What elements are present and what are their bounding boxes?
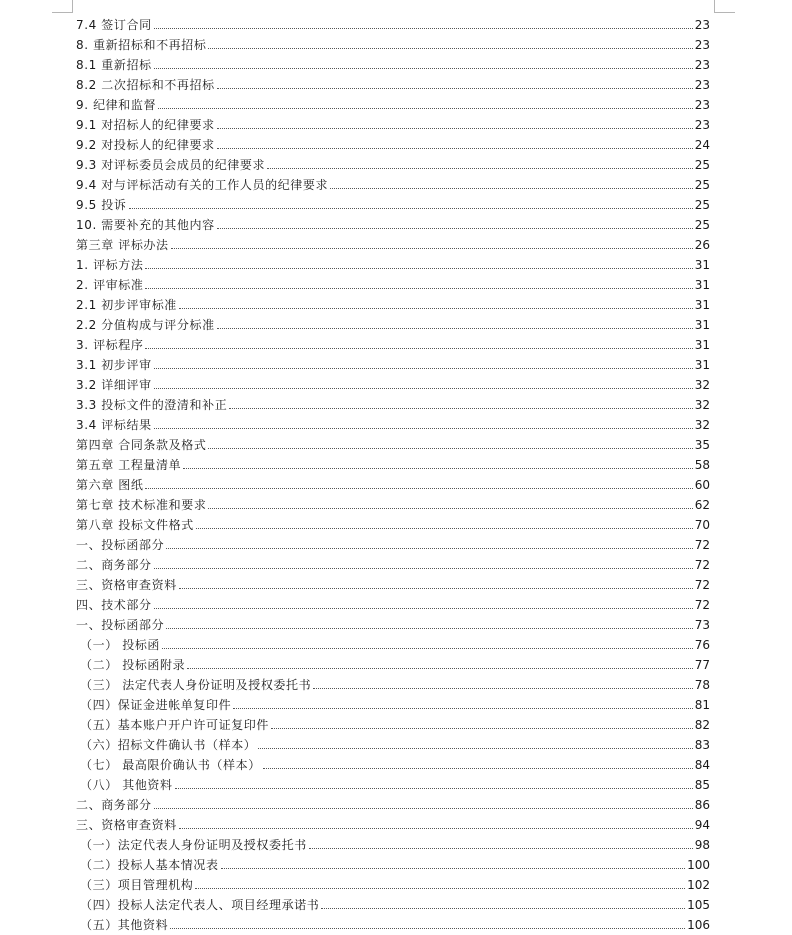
toc-dot-leader [145,488,692,489]
toc-entry-page-number: 84 [694,758,710,772]
toc-entry[interactable] [76,913,710,933]
toc-dot-leader [179,308,693,309]
toc-entry-page-number: 31 [694,258,710,272]
toc-entry-title: （一）法定代表人身份证明及授权委托书 [80,838,307,852]
toc-entry-page-number: 105 [687,898,710,912]
toc-entry-page-number: 72 [694,578,710,592]
toc-entry-page-number: 31 [694,338,710,352]
toc-entry-title: 9.3 对评标委员会成员的纪律要求 [76,158,266,172]
toc-entry-page-number: 35 [694,438,710,452]
toc-entry[interactable] [76,273,710,293]
toc-entry-page-number: 25 [694,218,710,232]
toc-entry[interactable] [76,553,710,573]
toc-entry-title: 3.4 评标结果 [76,418,152,432]
toc-entry[interactable] [76,573,710,593]
toc-entry[interactable] [76,793,710,813]
toc-dot-leader [217,128,693,129]
toc-dot-leader [271,728,693,729]
toc-dot-leader [154,68,693,69]
toc-entry[interactable] [76,73,710,93]
toc-dot-leader [162,648,693,649]
toc-entry-title: （二）投标人基本情况表 [80,858,219,872]
toc-entry[interactable] [76,213,710,233]
toc-dot-leader [208,48,692,49]
toc-entry[interactable] [76,133,710,153]
toc-dot-leader [330,188,693,189]
toc-dot-leader [208,448,692,449]
toc-entry-page-number: 94 [694,818,710,832]
toc-dot-leader [267,168,693,169]
toc-entry-title: 2.2 分值构成与评分标准 [76,318,215,332]
toc-entry[interactable] [76,873,710,893]
toc-dot-leader [170,928,685,929]
toc-entry[interactable] [76,853,710,873]
toc-entry[interactable] [76,233,710,253]
toc-dot-leader [145,268,692,269]
toc-entry-page-number: 23 [694,78,710,92]
toc-entry-title: 3.1 初步评审 [76,358,152,372]
toc-entry-title: 第六章 图纸 [76,478,144,492]
toc-entry-title: （四）投标人法定代表人、项目经理承诺书 [80,898,320,912]
toc-entry-title: 三、资格审查资料 [76,578,177,592]
toc-entry-page-number: 23 [694,98,710,112]
toc-dot-leader [195,888,685,889]
toc-entry-page-number: 98 [694,838,710,852]
toc-entry-title: 第七章 技术标准和要求 [76,498,207,512]
toc-entry-title: 四、技术部分 [76,598,152,612]
toc-entry[interactable] [76,893,710,913]
toc-entry-page-number: 31 [694,278,710,292]
toc-entry-page-number: 72 [694,538,710,552]
toc-entry-page-number: 58 [694,458,710,472]
toc-dot-leader [321,908,685,909]
toc-entry-page-number: 25 [694,178,710,192]
toc-entry[interactable] [76,433,710,453]
toc-entry-page-number: 24 [694,138,710,152]
toc-entry[interactable] [76,193,710,213]
toc-entry-page-number: 23 [694,18,710,32]
toc-entry-title: 3. 评标程序 [76,338,144,352]
toc-dot-leader [313,688,693,689]
toc-entry[interactable] [76,753,710,773]
toc-dot-leader [217,328,693,329]
toc-dot-leader [229,408,692,409]
toc-dot-leader [196,528,693,529]
toc-entry-title: （三）项目管理机构 [80,878,194,892]
toc-entry-page-number: 83 [694,738,710,752]
toc-dot-leader [154,28,693,29]
toc-dot-leader [145,348,692,349]
toc-entry-title: 一、投标函部分 [76,618,165,632]
toc-entry-page-number: 78 [694,678,710,692]
toc-entry-page-number: 25 [694,198,710,212]
toc-entry[interactable] [76,253,710,273]
toc-dot-leader [166,628,693,629]
toc-entry[interactable] [76,773,710,793]
toc-entry[interactable] [76,353,710,373]
toc-entry-title: （四）保证金进帐单复印件 [80,698,232,712]
toc-entry[interactable] [76,113,710,133]
page-corner-mark-right [714,0,735,13]
toc-entry[interactable] [76,53,710,73]
toc-entry[interactable] [76,93,710,113]
toc-entry[interactable] [76,413,710,433]
toc-dot-leader [154,368,693,369]
toc-entry-title: 8.1 重新招标 [76,58,152,72]
toc-entry-title: （五）其他资料 [80,918,169,932]
toc-entry[interactable] [76,13,710,33]
toc-entry-title: 9.1 对招标人的纪律要求 [76,118,215,132]
toc-entry-title: （一） 投标函 [80,638,161,652]
toc-entry[interactable] [76,733,710,753]
toc-entry-page-number: 31 [694,318,710,332]
toc-dot-leader [171,248,693,249]
toc-entry-title: 2. 评审标准 [76,278,144,292]
toc-entry-page-number: 81 [694,698,710,712]
toc-entry-page-number: 73 [694,618,710,632]
toc-dot-leader [154,568,693,569]
toc-entry[interactable] [76,633,710,653]
toc-entry[interactable] [76,373,710,393]
toc-entry-title: （五）基本账户开户许可证复印件 [80,718,270,732]
toc-dot-leader [263,768,693,769]
toc-entry-title: 第八章 投标文件格式 [76,518,194,532]
toc-entry[interactable] [76,393,710,413]
toc-entry[interactable] [76,313,710,333]
toc-dot-leader [179,828,693,829]
toc-dot-leader [145,288,692,289]
toc-dot-leader [217,88,693,89]
toc-dot-leader [166,548,693,549]
toc-entry[interactable] [76,513,710,533]
toc-entry-page-number: 25 [694,158,710,172]
toc-entry-title: 2.1 初步评审标准 [76,298,177,312]
toc-entry-title: 8.2 二次招标和不再招标 [76,78,215,92]
toc-entry[interactable] [76,833,710,853]
toc-entry[interactable] [76,653,710,673]
toc-entry[interactable] [76,813,710,833]
toc-entry-title: 9.4 对与评标活动有关的工作人员的纪律要求 [76,178,329,192]
toc-entry[interactable] [76,533,710,553]
toc-entry[interactable] [76,333,710,353]
toc-dot-leader [208,508,692,509]
toc-entry[interactable] [76,673,710,693]
toc-entry-page-number: 82 [694,718,710,732]
table-of-contents [76,13,710,933]
toc-entry-page-number: 77 [694,658,710,672]
toc-entry[interactable] [76,493,710,513]
toc-entry-title: 第三章 评标办法 [76,238,169,252]
toc-entry[interactable] [76,613,710,633]
toc-entry-page-number: 70 [694,518,710,532]
toc-entry-title: 1. 评标方法 [76,258,144,272]
toc-dot-leader [154,428,693,429]
toc-entry[interactable] [76,693,710,713]
toc-entry-page-number: 60 [694,478,710,492]
toc-entry[interactable] [76,33,710,53]
toc-entry-page-number: 62 [694,498,710,512]
toc-dot-leader [233,708,693,709]
toc-entry-page-number: 23 [694,118,710,132]
toc-entry-title: 第五章 工程量清单 [76,458,182,472]
toc-entry-title: 8. 重新招标和不再招标 [76,38,207,52]
toc-entry-page-number: 85 [694,778,710,792]
toc-entry-page-number: 106 [687,918,710,932]
toc-entry-page-number: 76 [694,638,710,652]
toc-entry-title: 3.3 投标文件的澄清和补正 [76,398,228,412]
toc-entry-page-number: 102 [687,878,710,892]
toc-dot-leader [187,668,693,669]
toc-entry-page-number: 32 [694,378,710,392]
toc-entry[interactable] [76,153,710,173]
toc-entry[interactable] [76,293,710,313]
toc-dot-leader [258,748,692,749]
toc-dot-leader [221,868,685,869]
toc-entry-title: 3.2 详细评审 [76,378,152,392]
toc-entry-page-number: 86 [694,798,710,812]
toc-entry-title: 第四章 合同条款及格式 [76,438,207,452]
toc-entry-title: 二、商务部分 [76,558,152,572]
toc-entry-page-number: 72 [694,598,710,612]
toc-entry-title: 二、商务部分 [76,798,152,812]
toc-entry-page-number: 23 [694,38,710,52]
toc-dot-leader [158,108,693,109]
toc-dot-leader [154,808,693,809]
toc-dot-leader [309,848,693,849]
toc-entry[interactable] [76,713,710,733]
toc-entry-title: （八） 其他资料 [80,778,173,792]
page-corner-mark-left [52,0,73,13]
toc-dot-leader [217,148,693,149]
toc-entry-title: （三） 法定代表人身份证明及授权委托书 [80,678,312,692]
toc-entry-page-number: 31 [694,298,710,312]
toc-dot-leader [217,228,693,229]
toc-entry-page-number: 32 [694,398,710,412]
toc-entry-title: （六）招标文件确认书（样本） [80,738,257,752]
toc-entry-page-number: 72 [694,558,710,572]
toc-entry-page-number: 23 [694,58,710,72]
toc-entry-title: 9. 纪律和监督 [76,98,157,112]
toc-entry-page-number: 100 [687,858,710,872]
toc-dot-leader [154,608,693,609]
toc-entry[interactable] [76,593,710,613]
toc-dot-leader [183,468,693,469]
toc-entry[interactable] [76,473,710,493]
toc-entry-page-number: 26 [694,238,710,252]
toc-entry-title: 7.4 签订合同 [76,18,152,32]
toc-entry[interactable] [76,173,710,193]
toc-entry-title: 10. 需要补充的其他内容 [76,218,215,232]
toc-entry-title: 三、资格审查资料 [76,818,177,832]
toc-entry[interactable] [76,453,710,473]
toc-entry-page-number: 32 [694,418,710,432]
toc-entry-title: 9.2 对投标人的纪律要求 [76,138,215,152]
toc-entry-title: 9.5 投诉 [76,198,127,212]
toc-entry-title: （七） 最高限价确认书（样本） [80,758,261,772]
toc-dot-leader [175,788,693,789]
toc-entry-title: （二） 投标函附录 [80,658,186,672]
toc-dot-leader [179,588,693,589]
toc-dot-leader [154,388,693,389]
toc-entry-title: 一、投标函部分 [76,538,165,552]
toc-dot-leader [129,208,693,209]
toc-entry-page-number: 31 [694,358,710,372]
